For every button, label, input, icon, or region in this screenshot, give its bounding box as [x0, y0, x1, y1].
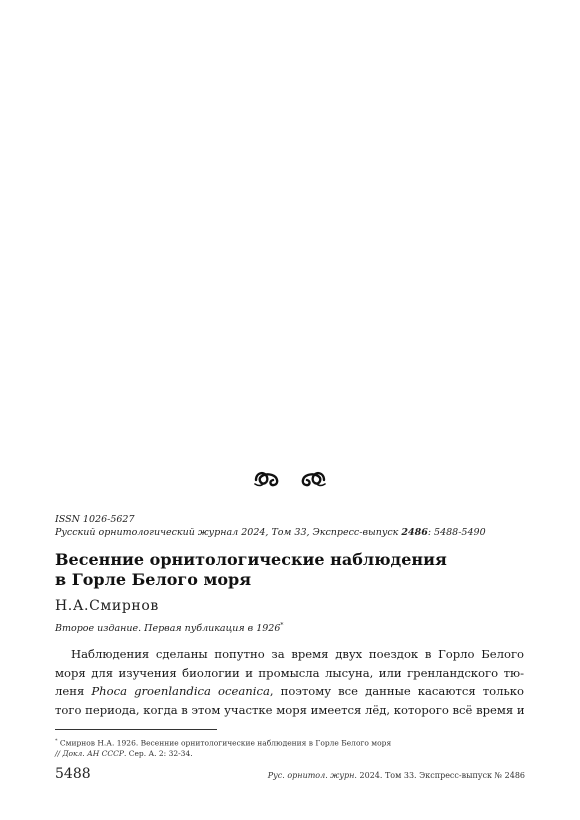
footnote-marker: * [280, 622, 284, 629]
fleuron-left-icon [252, 467, 282, 489]
ornament-divider [0, 463, 580, 493]
footnote-line-1 [55, 736, 525, 749]
footnote [55, 736, 525, 760]
footnote-line-2 [55, 749, 525, 760]
running-issue-info: 2024. Том 33. Экспресс-выпуск № 2486 [356, 771, 525, 780]
article-title-line-2: в Горле Белого моря [55, 570, 252, 589]
running-footer [268, 771, 525, 780]
edition-text: Второе издание. Первая публикация в 1926 [55, 623, 281, 635]
edition-note [55, 622, 283, 634]
page-number: 5488 [55, 766, 91, 782]
issn-number: ISSN 1026-5627 [55, 514, 135, 525]
page-range: : 5488-5490 [427, 527, 486, 538]
body-line-3 [55, 682, 524, 701]
journal-name: Русский орнитологический журнал 2024, Том 33, Экспресс-выпуск [55, 527, 402, 538]
footnote-mark: * [55, 738, 58, 744]
journal-header [55, 513, 525, 539]
running-journal-abbrev: Рус. орнитол. журн. [267, 771, 357, 780]
journal-citation-line [55, 526, 525, 539]
article-title [55, 550, 525, 590]
issue-number: 2486 [401, 527, 428, 538]
body-line-3-suffix: , поэтому все данные касаются только [269, 684, 525, 699]
body-line-3-prefix: леня [55, 684, 92, 699]
body-line-2: моря для изучения биологии и промысла лысуна, или гренландского тю- [55, 665, 524, 680]
footnote-source: // Докл. АН СССР. [55, 749, 127, 758]
footnote-source-details: Сер. А. 2: 32-34. [126, 749, 193, 758]
body-line-1: Наблюдения сделаны попутно за время двух поездок в Горло Белого [71, 647, 524, 661]
article-author: Н.А.Смирнов [55, 598, 159, 614]
article-title-line-1: Весенние орнитологические наблюдения [55, 550, 447, 569]
fleuron-right-icon [298, 467, 328, 489]
species-name: Phoca groenlandica oceanica [91, 684, 270, 699]
article-body [55, 645, 524, 719]
footnote-citation: Смирнов Н.А. 1926. Весенние орнитологические наблюдения в Горле Белого моря [57, 738, 392, 748]
body-line-4: того периода, когда в этом участке моря имеется лёд, которого всё время и [55, 702, 525, 717]
footnote-separator [55, 729, 217, 730]
